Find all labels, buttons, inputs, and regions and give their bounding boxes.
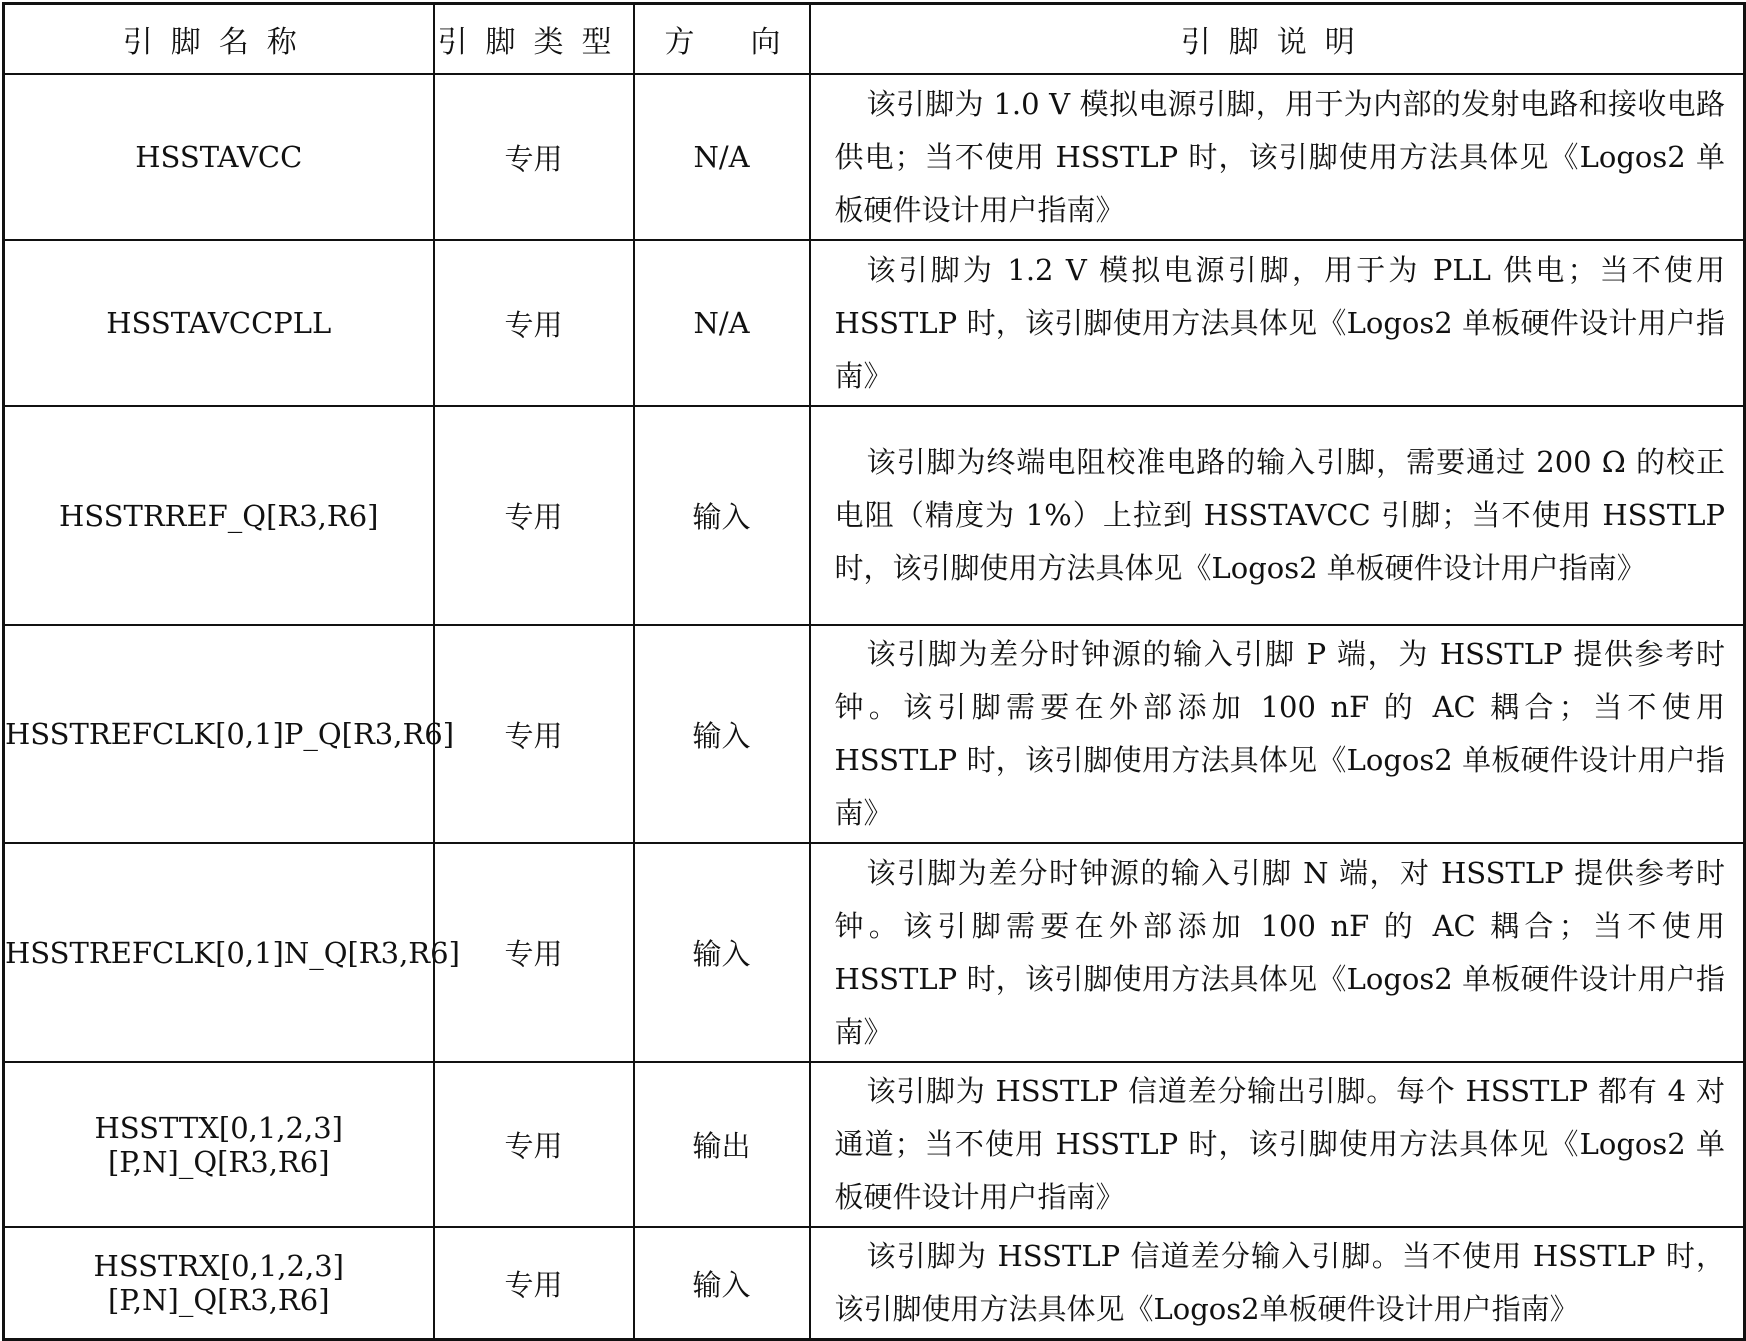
header-pin-description: 引脚说明 bbox=[810, 4, 1745, 75]
pin-type-cell: 专用 bbox=[434, 240, 634, 406]
pin-description-text: 该引脚为终端电阻校准电路的输入引脚，需要通过 200 Ω 的校正电阻（精度为 1%）上拉到 HSSTAVCC 引脚；当不使用 HSSTLP 时，该引脚使用方法具体见《Logos2 单板硬件设计用户指南》 bbox=[834, 445, 1725, 585]
pin-name-cell: HSSTAVCCPLL bbox=[4, 240, 434, 406]
pin-type-cell: 专用 bbox=[434, 843, 634, 1062]
table-row bbox=[4, 74, 1745, 240]
table-row bbox=[4, 843, 1745, 1062]
pin-description-cell bbox=[810, 625, 1745, 843]
pin-name-cell: HSSTRX[0,1,2,3][P,N]_Q[R3,R6] bbox=[4, 1227, 434, 1340]
pin-direction-cell: 输入 bbox=[634, 406, 810, 625]
pin-direction-cell: 输入 bbox=[634, 1227, 810, 1340]
table-row bbox=[4, 240, 1745, 406]
pin-direction-cell: N/A bbox=[634, 240, 810, 406]
pin-description-cell bbox=[810, 406, 1745, 625]
pin-direction-cell: 输出 bbox=[634, 1062, 810, 1227]
pin-description-cell bbox=[810, 843, 1745, 1062]
pin-description-cell bbox=[810, 74, 1745, 240]
pin-type-cell: 专用 bbox=[434, 1062, 634, 1227]
pin-description-table bbox=[2, 2, 1746, 1341]
pin-description-text: 该引脚为 HSSTLP 信道差分输出引脚。每个 HSSTLP 都有 4 对通道；当不使用 HSSTLP 时，该引脚使用方法具体见《Logos2 单板硬件设计用户指南》 bbox=[834, 1074, 1725, 1214]
table-header-row bbox=[4, 4, 1745, 75]
pin-description-cell bbox=[810, 1062, 1745, 1227]
pin-type-cell: 专用 bbox=[434, 406, 634, 625]
pin-direction-cell: N/A bbox=[634, 74, 810, 240]
table-row bbox=[4, 406, 1745, 625]
pin-description-text: 该引脚为 1.0 V 模拟电源引脚，用于为内部的发射电路和接收电路供电；当不使用 HSSTLP 时，该引脚使用方法具体见《Logos2 单板硬件设计用户指南》 bbox=[834, 86, 1725, 227]
pin-description-text: 该引脚为 1.2 V 模拟电源引脚，用于为 PLL 供电；当不使用 HSSTLP 时，该引脚使用方法具体见《Logos2 单板硬件设计用户指南》 bbox=[834, 252, 1725, 393]
pin-name-cell: HSSTRREF_Q[R3,R6] bbox=[4, 406, 434, 625]
pin-description-text: 该引脚为差分时钟源的输入引脚 N 端，对 HSSTLP 提供参考时钟。该引脚需要在外部添加 100 nF 的 AC 耦合；当不使用 HSSTLP 时，该引脚使用方法具体见《Logos2 单板硬件设计用户指南》 bbox=[834, 855, 1725, 1049]
pin-type-cell: 专用 bbox=[434, 1227, 634, 1340]
pin-description-cell bbox=[810, 240, 1745, 406]
pin-direction-cell: 输入 bbox=[634, 843, 810, 1062]
pin-description-text: 该引脚为差分时钟源的输入引脚 P 端，为 HSSTLP 提供参考时钟。该引脚需要在外部添加 100 nF 的 AC 耦合；当不使用 HSSTLP 时，该引脚使用方法具体见《Logos2 单板硬件设计用户指南》 bbox=[834, 637, 1725, 830]
header-pin-name: 引脚名称 bbox=[4, 4, 434, 75]
pin-name-cell: HSSTAVCC bbox=[4, 74, 434, 240]
pin-type-cell: 专用 bbox=[434, 74, 634, 240]
pin-type-cell: 专用 bbox=[434, 625, 634, 843]
pin-direction-cell: 输入 bbox=[634, 625, 810, 843]
header-direction-char-1: 方 bbox=[664, 25, 695, 60]
pin-description-cell bbox=[810, 1227, 1745, 1340]
header-direction bbox=[634, 4, 810, 75]
pin-name-cell: HSSTREFCLK[0,1]N_Q[R3,R6] bbox=[4, 843, 434, 1062]
pin-description-text: 该引脚为 HSSTLP 信道差分输入引脚。当不使用 HSSTLP 时，该引脚使用方法具体见《Logos2单板硬件设计用户指南》 bbox=[834, 1239, 1725, 1326]
header-pin-type: 引脚类型 bbox=[434, 4, 634, 75]
pin-name-cell: HSSTREFCLK[0,1]P_Q[R3,R6] bbox=[4, 625, 434, 843]
table-row bbox=[4, 1062, 1745, 1227]
header-direction-char-2: 向 bbox=[750, 25, 781, 60]
table-row bbox=[4, 625, 1745, 843]
pin-name-cell: HSSTTX[0,1,2,3][P,N]_Q[R3,R6] bbox=[4, 1062, 434, 1227]
table-row bbox=[4, 1227, 1745, 1340]
